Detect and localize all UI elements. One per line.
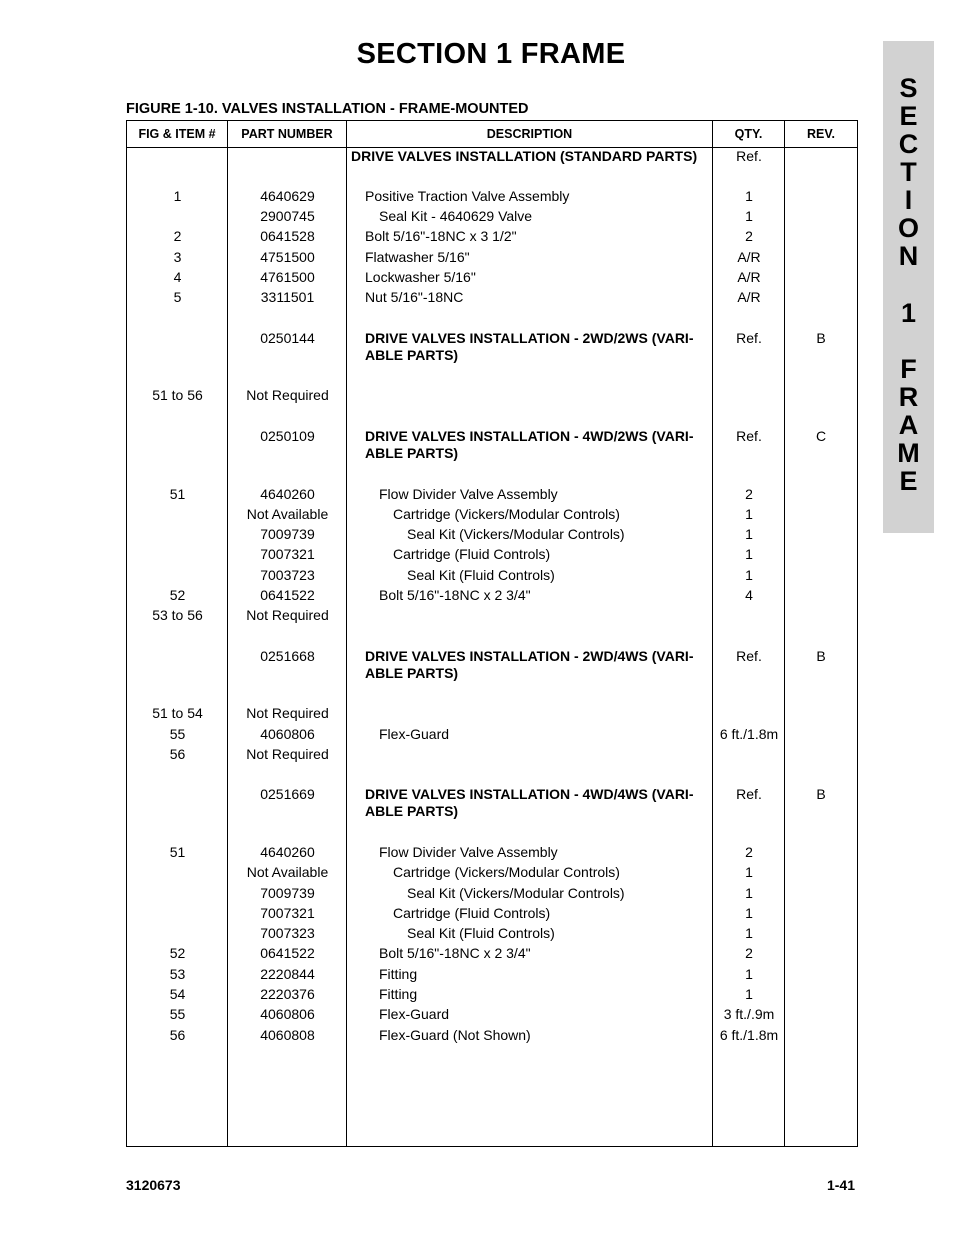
qty-cell: Ref. bbox=[736, 428, 762, 444]
fig-item-cell: 55 bbox=[169, 1006, 186, 1022]
description-cell: Positive Traction Valve Assembly bbox=[365, 188, 570, 204]
qty-cell: 1 bbox=[745, 526, 753, 542]
part-number-cell: 7007321 bbox=[260, 905, 315, 921]
side-tab-letter: M bbox=[897, 438, 920, 468]
qty-cell: A/R bbox=[737, 249, 761, 265]
description-cell: Bolt 5/16"-18NC x 2 3/4" bbox=[379, 587, 531, 603]
part-number-cell: Not Available bbox=[246, 864, 329, 880]
side-tab-letter: A bbox=[898, 410, 919, 440]
rev-cell: B bbox=[816, 330, 826, 346]
description-cell: Flow Divider Valve Assembly bbox=[379, 486, 558, 502]
fig-item-cell: 51 to 54 bbox=[152, 705, 203, 721]
fig-item-cell: 3 bbox=[173, 249, 182, 265]
assembly-heading-continuation: ABLE PARTS) bbox=[365, 665, 459, 681]
qty-cell: 1 bbox=[745, 986, 753, 1002]
assembly-heading-continuation: ABLE PARTS) bbox=[365, 445, 459, 461]
fig-item-cell: 55 bbox=[169, 726, 186, 742]
qty-cell: 2 bbox=[745, 228, 753, 244]
part-number-cell: 0641528 bbox=[260, 228, 315, 244]
fig-item-cell: 53 bbox=[169, 966, 186, 982]
fig-item-cell: 2 bbox=[173, 228, 182, 244]
description-cell: Lockwasher 5/16" bbox=[365, 269, 476, 285]
description-cell: Seal Kit (Fluid Controls) bbox=[407, 567, 555, 583]
side-tab-letter: C bbox=[898, 129, 919, 159]
fig-item-cell: 53 to 56 bbox=[152, 607, 203, 623]
figure-caption: FIGURE 1-10. VALVES INSTALLATION - FRAME-MOUNTED bbox=[126, 101, 529, 117]
qty-cell: 2 bbox=[745, 945, 753, 961]
part-number-cell: 4640629 bbox=[260, 188, 315, 204]
description-cell: Flow Divider Valve Assembly bbox=[379, 844, 558, 860]
side-tab-letter: I bbox=[904, 185, 913, 215]
description-cell: Fitting bbox=[379, 966, 418, 982]
side-tab-letter: E bbox=[899, 466, 918, 496]
side-tab-letter: E bbox=[899, 101, 918, 131]
side-tab-letter: O bbox=[897, 213, 919, 243]
qty-cell: 1 bbox=[745, 567, 753, 583]
parts-table bbox=[126, 120, 858, 1147]
side-tab-letter: N bbox=[898, 241, 919, 271]
qty-cell: Ref. bbox=[736, 786, 762, 802]
part-number-cell: 0641522 bbox=[260, 587, 315, 603]
part-number-cell: 7009739 bbox=[260, 526, 315, 542]
description-cell: Flatwasher 5/16" bbox=[365, 249, 470, 265]
page-number: 1-41 bbox=[826, 1177, 855, 1193]
description-cell: Cartridge (Fluid Controls) bbox=[393, 546, 551, 562]
part-number-cell: 0250144 bbox=[260, 330, 315, 346]
description-cell: Seal Kit (Vickers/Modular Controls) bbox=[407, 526, 625, 542]
qty-cell: 1 bbox=[745, 885, 753, 901]
part-number-cell: 0250109 bbox=[260, 428, 315, 444]
qty-cell: 2 bbox=[745, 844, 753, 860]
header-qty: QTY. bbox=[734, 127, 763, 141]
description-cell: Flex-Guard (Not Shown) bbox=[379, 1027, 531, 1043]
part-number-cell: 2220844 bbox=[260, 966, 315, 982]
qty-cell: 1 bbox=[745, 905, 753, 921]
section-side-tab bbox=[883, 41, 934, 533]
side-tab-letter: 1 bbox=[900, 298, 917, 328]
qty-cell: 1 bbox=[745, 966, 753, 982]
qty-cell: 4 bbox=[745, 587, 753, 603]
fig-item-cell: 5 bbox=[173, 289, 182, 305]
part-number-cell: 4640260 bbox=[260, 844, 315, 860]
part-number-cell: 3311501 bbox=[260, 289, 315, 305]
fig-item-cell: 1 bbox=[173, 188, 182, 204]
part-number-cell: 0251669 bbox=[260, 786, 315, 802]
side-tab-letter: S bbox=[899, 73, 918, 103]
qty-cell: 2 bbox=[745, 486, 753, 502]
fig-item-cell: 51 bbox=[169, 486, 186, 502]
assembly-heading-cell: DRIVE VALVES INSTALLATION - 4WD/4WS (VARI- bbox=[365, 786, 694, 802]
header-description: DESCRIPTION bbox=[486, 127, 573, 141]
part-number-cell: 4761500 bbox=[260, 269, 315, 285]
fig-item-cell: 4 bbox=[173, 269, 182, 285]
qty-cell: 1 bbox=[745, 925, 753, 941]
rev-cell: B bbox=[816, 786, 826, 802]
qty-cell: 1 bbox=[745, 188, 753, 204]
description-cell: Cartridge (Vickers/Modular Controls) bbox=[393, 506, 620, 522]
part-number-cell: 4751500 bbox=[260, 249, 315, 265]
fig-item-cell: 51 to 56 bbox=[152, 387, 203, 403]
fig-item-cell: 56 bbox=[169, 746, 186, 762]
description-cell: Fitting bbox=[379, 986, 418, 1002]
qty-cell: Ref. bbox=[736, 648, 762, 664]
header-part-number: PART NUMBER bbox=[241, 127, 333, 141]
assembly-heading-continuation: ABLE PARTS) bbox=[365, 803, 459, 819]
side-tab-letter: T bbox=[900, 157, 917, 187]
assembly-heading-cell: DRIVE VALVES INSTALLATION - 2WD/4WS (VARI- bbox=[365, 648, 694, 664]
part-number-cell: 4640260 bbox=[260, 486, 315, 502]
fig-item-cell: 54 bbox=[169, 986, 186, 1002]
part-number-cell: 4060808 bbox=[260, 1027, 315, 1043]
fig-item-cell: 51 bbox=[169, 844, 186, 860]
qty-cell: Ref. bbox=[736, 148, 762, 164]
rev-cell: C bbox=[815, 428, 827, 444]
part-number-cell: Not Required bbox=[246, 705, 329, 721]
qty-cell: 6 ft./1.8m bbox=[719, 726, 779, 742]
part-number-cell: Not Available bbox=[246, 506, 329, 522]
qty-cell: Ref. bbox=[736, 330, 762, 346]
part-number-cell: 7003723 bbox=[260, 567, 315, 583]
fig-item-cell: 52 bbox=[169, 945, 186, 961]
qty-cell: A/R bbox=[737, 289, 761, 305]
qty-cell: 1 bbox=[745, 208, 753, 224]
header-rev: REV. bbox=[806, 127, 836, 141]
description-cell: Seal Kit - 4640629 Valve bbox=[379, 208, 533, 224]
rev-cell: B bbox=[816, 648, 826, 664]
part-number-cell: 4060806 bbox=[260, 1006, 315, 1022]
part-number-cell: 7007321 bbox=[260, 546, 315, 562]
description-cell: Seal Kit (Vickers/Modular Controls) bbox=[407, 885, 625, 901]
assembly-heading-continuation: ABLE PARTS) bbox=[365, 347, 459, 363]
qty-cell: 1 bbox=[745, 864, 753, 880]
qty-cell: 3 ft./.9m bbox=[723, 1006, 775, 1022]
part-number-cell: 4060806 bbox=[260, 726, 315, 742]
part-number-cell: 7007323 bbox=[260, 925, 315, 941]
fig-item-cell: 52 bbox=[169, 587, 186, 603]
description-cell: Bolt 5/16"-18NC x 3 1/2" bbox=[365, 228, 517, 244]
qty-cell: A/R bbox=[737, 269, 761, 285]
qty-cell: 6 ft./1.8m bbox=[719, 1027, 779, 1043]
fig-item-cell: 56 bbox=[169, 1027, 186, 1043]
part-number-cell: 2220376 bbox=[260, 986, 315, 1002]
qty-cell: 1 bbox=[745, 546, 753, 562]
part-number-cell: Not Required bbox=[246, 387, 329, 403]
description-cell: Seal Kit (Fluid Controls) bbox=[407, 925, 555, 941]
description-cell: Cartridge (Vickers/Modular Controls) bbox=[393, 864, 620, 880]
description-cell: Flex-Guard bbox=[379, 1006, 450, 1022]
description-cell: Cartridge (Fluid Controls) bbox=[393, 905, 551, 921]
assembly-heading-cell: DRIVE VALVES INSTALLATION - 2WD/2WS (VARI- bbox=[365, 330, 694, 346]
header-fig-item: FIG & ITEM # bbox=[138, 127, 216, 141]
qty-cell: 1 bbox=[745, 506, 753, 522]
part-number-cell: 0641522 bbox=[260, 945, 315, 961]
page-title: SECTION 1 FRAME bbox=[356, 38, 626, 70]
assembly-heading-cell: DRIVE VALVES INSTALLATION - 4WD/2WS (VARI- bbox=[365, 428, 694, 444]
part-number-cell: 2900745 bbox=[260, 208, 315, 224]
assembly-heading-cell: DRIVE VALVES INSTALLATION (STANDARD PARTS) bbox=[351, 148, 698, 164]
side-tab-letter: R bbox=[898, 382, 919, 412]
side-tab-letter: F bbox=[900, 354, 917, 384]
part-number-cell: 7009739 bbox=[260, 885, 315, 901]
description-cell: Nut 5/16"-18NC bbox=[365, 289, 464, 305]
description-cell: Bolt 5/16"-18NC x 2 3/4" bbox=[379, 945, 531, 961]
description-cell: Flex-Guard bbox=[379, 726, 450, 742]
part-number-cell: Not Required bbox=[246, 746, 329, 762]
part-number-cell: 0251668 bbox=[260, 648, 315, 664]
document-number: 3120673 bbox=[126, 1177, 181, 1193]
part-number-cell: Not Required bbox=[246, 607, 329, 623]
